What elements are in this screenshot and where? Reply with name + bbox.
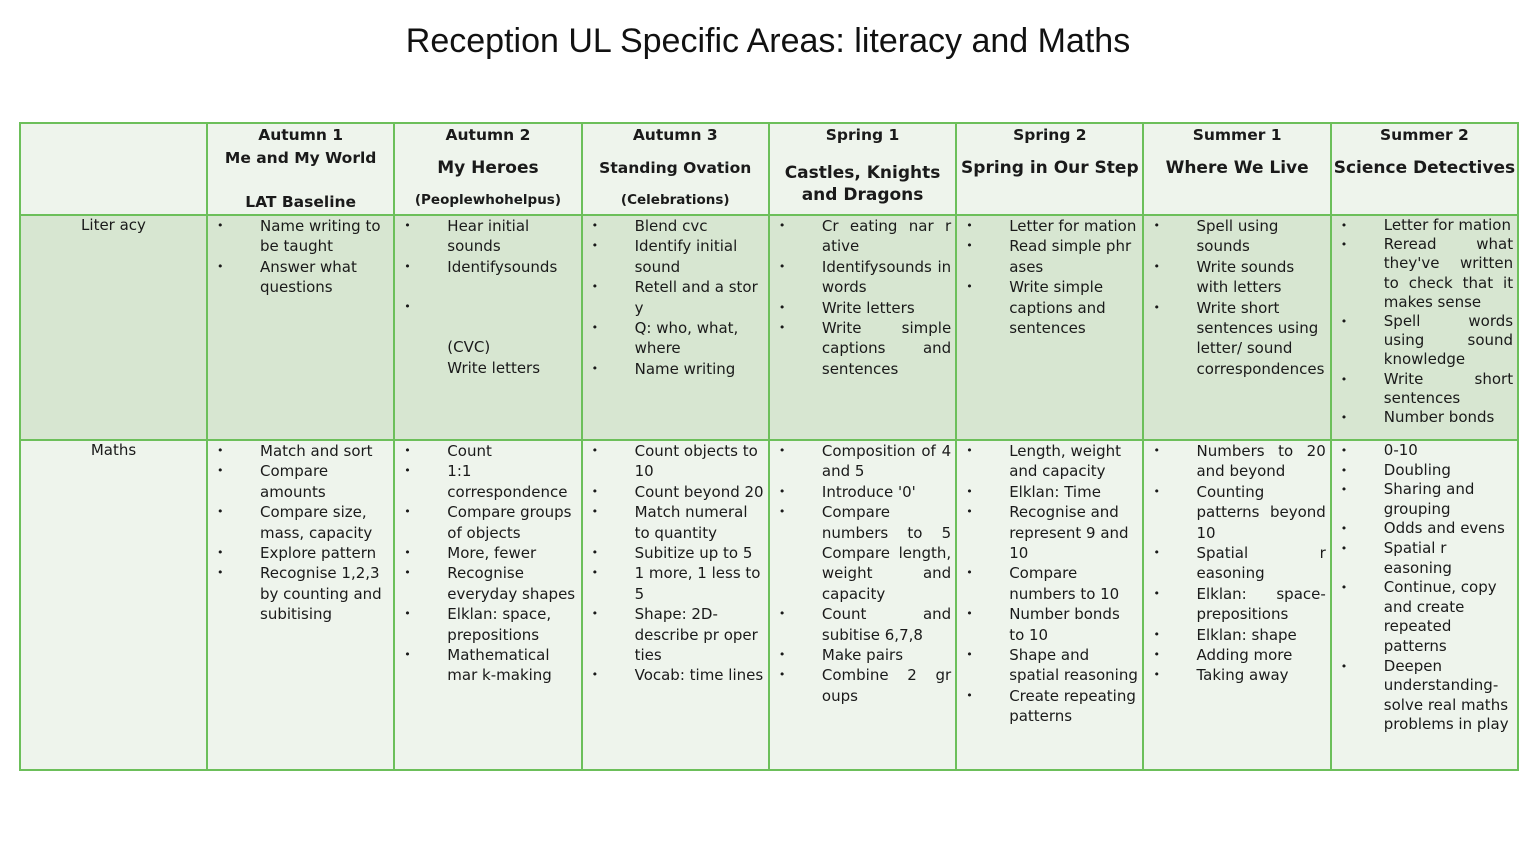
list-item bbox=[447, 297, 576, 317]
list-item: • Make pairs bbox=[822, 645, 951, 665]
literacy-row bbox=[20, 215, 1518, 440]
list-item: • More, fewer bbox=[447, 543, 576, 563]
list-item: • Shape and spatial reasoning bbox=[1009, 645, 1138, 686]
list-item: • Vocab: time lines bbox=[635, 665, 764, 685]
list-item: • Write simple captions and sentences bbox=[822, 318, 951, 379]
list-item: • Q: who, what, where bbox=[635, 318, 764, 359]
list-item: • Spatial r easoning bbox=[1384, 539, 1513, 578]
list-item: • Number bonds to 10 bbox=[1009, 604, 1138, 645]
list-item: • Adding more bbox=[1196, 645, 1325, 665]
literacy-cell-summer-2 bbox=[1331, 215, 1518, 440]
list-item: • Create repeating patterns bbox=[1009, 686, 1138, 727]
list-item: • 0-10 bbox=[1384, 441, 1513, 461]
list-item: • Identifysounds bbox=[447, 257, 576, 277]
literacy-cell-spring-1 bbox=[769, 215, 956, 440]
list-item: • Compare size, mass, capacity bbox=[260, 502, 389, 543]
header-spring-2 bbox=[956, 123, 1143, 215]
maths-cell-spring-1 bbox=[769, 440, 956, 770]
list-item: • Spell using sounds bbox=[1196, 216, 1325, 257]
maths-cell-autumn-3 bbox=[582, 440, 769, 770]
row-label-text: Maths bbox=[90, 441, 137, 459]
list-item: • Count bbox=[447, 441, 576, 461]
list-item: • Compare numbers to 5 Compare length, weight and capacity bbox=[822, 502, 951, 604]
term-label: Spring 1 bbox=[825, 126, 900, 144]
maths-row bbox=[20, 440, 1518, 770]
list-item: • Spatial r easoning bbox=[1196, 543, 1325, 584]
list-item: • Identify initial sound bbox=[635, 236, 764, 277]
row-label-literacy bbox=[20, 215, 207, 440]
list-item: • Letter for mation bbox=[1009, 216, 1138, 236]
note-label: (Peoplewhohelpus) bbox=[414, 192, 562, 208]
list-item: • Write short sentences using letter/ sound correspondences bbox=[1196, 298, 1325, 380]
topic-label: Standing Ovation bbox=[599, 159, 752, 177]
list-item: • Name writing bbox=[635, 359, 764, 379]
list-item: • Write simple captions and sentences bbox=[1009, 277, 1138, 338]
list-item: • Count objects to 10 bbox=[635, 441, 764, 482]
list-item: • Mathematical mar k-making bbox=[447, 645, 576, 686]
row-label-maths bbox=[20, 440, 207, 770]
maths-cell-summer-1 bbox=[1143, 440, 1330, 770]
list-item: • Compare numbers to 10 bbox=[1009, 563, 1138, 604]
maths-cell-summer-2 bbox=[1331, 440, 1518, 770]
list-item: • Read simple phr ases bbox=[1009, 236, 1138, 277]
list-item: • Reread what they've written to check that it makes sense bbox=[1384, 235, 1513, 312]
list-item: • Cr eating nar r ative bbox=[822, 216, 951, 257]
list-item: • Write sounds with letters bbox=[1196, 257, 1325, 298]
header-autumn-3 bbox=[582, 123, 769, 215]
list-item: • 1 more, 1 less to 5 bbox=[635, 563, 764, 604]
list-item: • Answer what questions bbox=[260, 257, 389, 298]
term-label: Summer 1 bbox=[1192, 126, 1282, 144]
term-label: Summer 2 bbox=[1380, 126, 1469, 144]
note-label: (Celebrations) bbox=[620, 192, 730, 208]
list-item: • Spell words using sound knowledge bbox=[1384, 312, 1513, 370]
list-item: • Identifysounds in words bbox=[822, 257, 951, 298]
maths-cell-spring-2 bbox=[956, 440, 1143, 770]
note-label: LAT Baseline bbox=[245, 193, 357, 211]
list-item: • Retell and a stor y bbox=[635, 277, 764, 318]
literacy-cell-spring-2 bbox=[956, 215, 1143, 440]
list-item: • Count beyond 20 bbox=[635, 482, 764, 502]
topic-label: Where We Live bbox=[1165, 158, 1309, 178]
list-item: • Match and sort bbox=[260, 441, 389, 461]
list-item: • Write letters bbox=[822, 298, 951, 318]
maths-cell-autumn-1 bbox=[207, 440, 394, 770]
topic-label: Spring in Our Step bbox=[961, 158, 1139, 178]
list-item: • Write short sentences bbox=[1384, 370, 1513, 408]
literacy-cell-summer-1 bbox=[1143, 215, 1330, 440]
list-item: • Doubling bbox=[1384, 461, 1513, 481]
list-item: • Recognise and represent 9 and 10 bbox=[1009, 502, 1138, 563]
row-label-text: Liter acy bbox=[81, 216, 146, 234]
list-item: • Hear initial sounds bbox=[447, 216, 576, 257]
literacy-cell-autumn-2 bbox=[394, 215, 581, 440]
list-item: • Elklan: space, prepositions bbox=[447, 604, 576, 645]
term-label: Autumn 2 bbox=[445, 126, 531, 144]
list-item: • Sharing and grouping bbox=[1384, 480, 1513, 519]
list-item: • 1:1 correspondence bbox=[447, 461, 576, 502]
header-autumn-1 bbox=[207, 123, 394, 215]
topic-label: Science Detectives bbox=[1333, 158, 1516, 178]
list-item: • Blend cvc bbox=[635, 216, 764, 236]
list-item: • Compare amounts bbox=[260, 461, 389, 502]
page-title: Reception UL Specific Areas: literacy and Maths bbox=[405, 22, 1131, 60]
list-item: • Composition of 4 and 5 bbox=[822, 441, 951, 482]
list-item: • Taking away bbox=[1196, 665, 1325, 685]
literacy-cell-autumn-3 bbox=[582, 215, 769, 440]
maths-cell-autumn-2 bbox=[394, 440, 581, 770]
list-item: • Subitize up to 5 bbox=[635, 543, 764, 563]
list-item: Write letters bbox=[447, 358, 541, 377]
list-item: • Combine 2 gr oups bbox=[822, 665, 951, 706]
list-item: • Explore pattern bbox=[260, 543, 389, 563]
topic-label: Castles, Knights and Dragons bbox=[784, 163, 941, 205]
list-item: • Recognise 1,2,3 by counting and subitising bbox=[260, 563, 389, 624]
header-summer-2 bbox=[1331, 123, 1518, 215]
header-summer-1 bbox=[1143, 123, 1330, 215]
list-item: • Letter for mation bbox=[1384, 216, 1513, 235]
list-item: • Deepen understanding- solve real maths problems in play bbox=[1384, 657, 1513, 735]
list-item: • Match numeral to quantity bbox=[635, 502, 764, 543]
list-item: • Name writing to be taught bbox=[260, 216, 389, 257]
list-item: • Elklan: space- prepositions bbox=[1196, 584, 1325, 625]
list-item: • Recognise everyday shapes bbox=[447, 563, 576, 604]
list-item: • Elklan: Time bbox=[1009, 482, 1138, 502]
term-label: Spring 2 bbox=[1013, 126, 1087, 144]
list-item: • Numbers to 20 and beyond bbox=[1196, 441, 1325, 482]
corner-cell bbox=[20, 123, 207, 215]
list-item: • Compare groups of objects bbox=[447, 502, 576, 543]
header-row bbox=[20, 123, 1518, 215]
list-item: • Elklan: shape bbox=[1196, 625, 1325, 645]
curriculum-table bbox=[19, 122, 1519, 771]
list-item: • Counting patterns beyond 10 bbox=[1196, 482, 1325, 543]
list-item: • Continue, copy and create repeated patterns bbox=[1384, 578, 1513, 656]
term-label: Autumn 3 bbox=[632, 126, 718, 144]
header-spring-1 bbox=[769, 123, 956, 215]
topic-label: My Heroes bbox=[437, 158, 539, 178]
list-item: • Odds and evens bbox=[1384, 519, 1513, 539]
list-item: • Introduce '0' bbox=[822, 482, 951, 502]
list-item: • Shape: 2D- describe pr oper ties bbox=[635, 604, 764, 665]
term-label: Autumn 1 bbox=[258, 126, 344, 144]
list-item: • Length, weight and capacity bbox=[1009, 441, 1138, 482]
list-item: • Count and subitise 6,7,8 bbox=[822, 604, 951, 645]
list-item: • Number bonds bbox=[1384, 408, 1513, 427]
literacy-cell-autumn-1 bbox=[207, 215, 394, 440]
header-autumn-2 bbox=[394, 123, 581, 215]
topic-label: Me and My World bbox=[224, 149, 377, 167]
list-item: (CVC) bbox=[447, 338, 491, 357]
